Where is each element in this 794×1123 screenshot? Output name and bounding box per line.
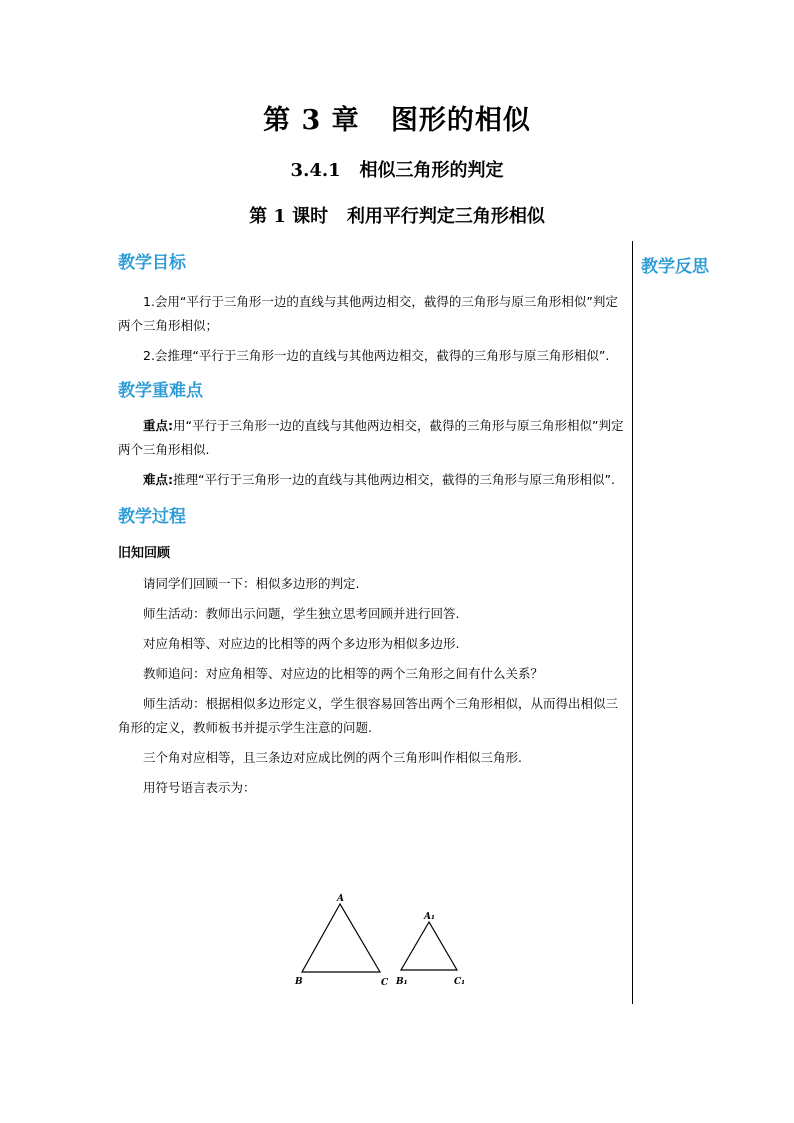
column-divider bbox=[632, 241, 633, 1004]
main-content bbox=[118, 250, 626, 800]
label-a: A bbox=[337, 894, 344, 904]
triangle-a1b1c1 bbox=[401, 922, 457, 970]
label-c1: C₁ bbox=[454, 977, 466, 987]
key-label: 重点: bbox=[143, 418, 173, 433]
triangle-abc bbox=[302, 904, 380, 972]
process-paragraph: 三个角对应相等，且三条边对应成比例的两个三角形叫作相似三角形. bbox=[143, 750, 522, 765]
process-paragraph: 师生活动：根据相似多边形定义，学生很容易回答出两个三角形相似，从而得出相似三角形的定义，教师板书并提示学生注意的问题. bbox=[118, 696, 619, 735]
process-heading: 教学过程 bbox=[118, 507, 186, 527]
key-point-paragraph bbox=[118, 414, 626, 462]
chapter-title: 第 3 章 图形的相似 bbox=[263, 105, 531, 136]
process-paragraph: 用符号语言表示为： bbox=[143, 780, 256, 795]
difficulty-text: 推理“平行于三角形一边的直线与其他两边相交，截得的三角形与原三角形相似”. bbox=[173, 472, 615, 487]
goals-heading: 教学目标 bbox=[118, 253, 186, 273]
label-c: C bbox=[381, 978, 389, 988]
label-a1: A₁ bbox=[424, 912, 435, 922]
lesson-title: 第 1 课时 利用平行判定三角形相似 bbox=[249, 206, 545, 227]
section-title: 3.4.1 相似三角形的判定 bbox=[290, 160, 504, 181]
key-points-heading: 教学重难点 bbox=[118, 381, 203, 401]
process-paragraph: 请同学们回顾一下：相似多边形的判定. bbox=[143, 576, 360, 591]
process-paragraph: 对应角相等、对应边的比相等的两个多边形为相似多边形. bbox=[143, 636, 460, 651]
goal-item-1: 1.会用“平行于三角形一边的直线与其他两边相交，截得的三角形与原三角形相似”判定两个三角形相似； bbox=[118, 294, 618, 333]
triangles-svg bbox=[290, 890, 470, 995]
difficulty-paragraph bbox=[118, 468, 626, 492]
label-b: B bbox=[295, 977, 303, 987]
label-b1: B₁ bbox=[396, 977, 408, 987]
process-paragraph: 教师追问：对应角相等、对应边的比相等的两个三角形之间有什么关系？ bbox=[143, 666, 544, 681]
similar-triangles-figure bbox=[290, 890, 470, 995]
reflection-heading: 教学反思 bbox=[641, 257, 709, 277]
goal-item-2: 2.会推理“平行于三角形一边的直线与其他两边相交，截得的三角形与原三角形相似”. bbox=[143, 348, 610, 363]
key-text: 用“平行于三角形一边的直线与其他两边相交，截得的三角形与原三角形相似”判定两个三角形相似. bbox=[118, 418, 624, 457]
difficulty-label: 难点: bbox=[143, 472, 173, 487]
review-subheading: 旧知回顾 bbox=[118, 546, 171, 561]
process-paragraph: 师生活动：教师出示问题，学生独立思考回顾并进行回答. bbox=[143, 606, 460, 621]
